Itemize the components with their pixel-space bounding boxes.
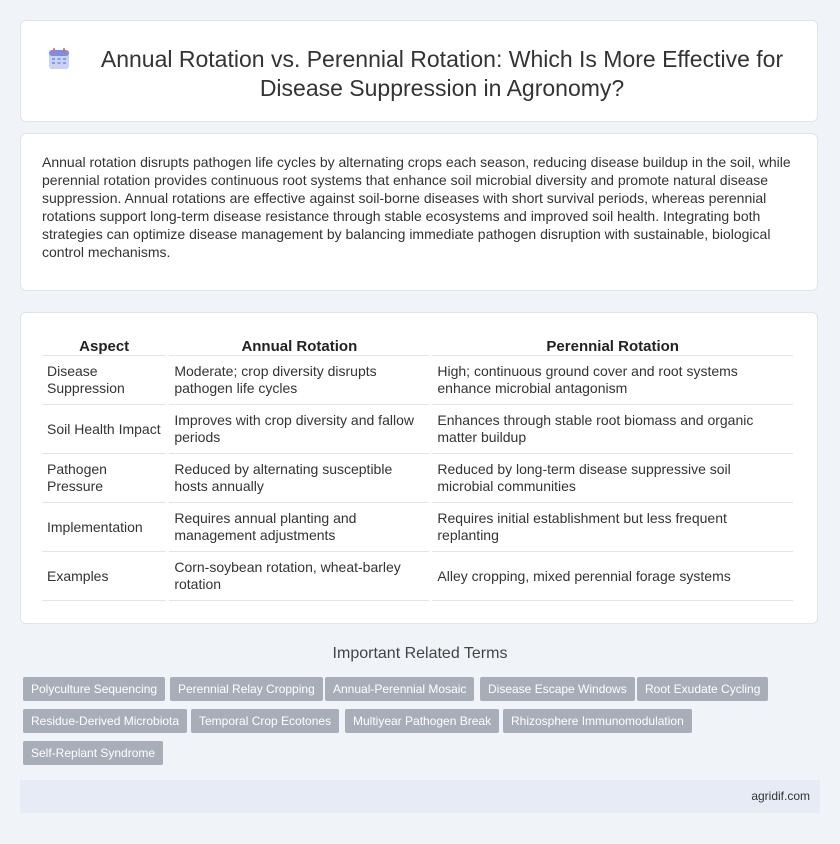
table-cell: Improves with crop diversity and fallow periods: [169, 405, 429, 454]
footer-site[interactable]: agridif.com: [751, 789, 810, 803]
related-term-tag[interactable]: Self-Replant Syndrome: [23, 741, 163, 765]
table-cell: Alley cropping, mixed perennial forage systems: [432, 552, 793, 601]
title-card: [20, 20, 818, 122]
related-term-tag[interactable]: Disease Escape Windows: [480, 677, 635, 701]
table-row: [42, 405, 793, 454]
table-cell: Disease Suppression: [42, 356, 166, 405]
table-cell: Requires initial establishment but less frequent replanting: [432, 503, 793, 552]
table-row: [42, 356, 793, 405]
related-term-tag[interactable]: Perennial Relay Cropping: [170, 677, 323, 701]
related-term-tag[interactable]: Root Exudate Cycling: [637, 677, 768, 701]
table-cell: Corn-soybean rotation, wheat-barley rotation: [169, 552, 429, 601]
table-cell: Implementation: [42, 503, 166, 552]
table-cell: Pathogen Pressure: [42, 454, 166, 503]
intro-card: [20, 133, 818, 291]
related-term-tag[interactable]: Temporal Crop Ecotones: [191, 709, 339, 733]
related-term-tag[interactable]: Multiyear Pathogen Break: [345, 709, 499, 733]
table-header-row: [42, 335, 793, 356]
related-term-tag[interactable]: Polyculture Sequencing: [23, 677, 165, 701]
table-cell: Moderate; crop diversity disrupts pathogen life cycles: [169, 356, 429, 405]
related-term-tag[interactable]: Annual-Perennial Mosaic: [325, 677, 474, 701]
table-cell: High; continuous ground cover and root systems enhance microbial antagonism: [432, 356, 793, 405]
table-cell: Requires annual planting and management adjustments: [169, 503, 429, 552]
column-header: Perennial Rotation: [432, 335, 793, 356]
table-row: [42, 454, 793, 503]
table-row: [42, 552, 793, 601]
intro-paragraph: Annual rotation disrupts pathogen life cycles by alternating crops each season, reducing disease buildup in the soil, while perennial rotation provides continuous root systems that enhance soil microbial diversity and promote natural disease suppression. Annual rotations are effective against soil-borne diseases with short survival periods, whereas perennial rotations support long-term disease resistance through stable ecosystems and improved soil health. Integrating both strategies can optimize disease management by balancing immediate pathogen disruption with sustainable, biological control mechanisms.: [42, 154, 791, 260]
table-cell: Examples: [42, 552, 166, 601]
footer: [20, 780, 820, 813]
table-cell: Soil Health Impact: [42, 405, 166, 454]
table-row: [42, 503, 793, 552]
comparison-table: [39, 335, 796, 601]
page-title: Annual Rotation vs. Perennial Rotation: Which Is More Effective for Disease Suppression in Agronomy?: [100, 46, 784, 101]
column-header: Annual Rotation: [169, 335, 429, 356]
calendar-icon: [47, 47, 71, 71]
table-cell: Reduced by alternating susceptible hosts annually: [169, 454, 429, 503]
comparison-table-card: [20, 312, 818, 624]
table-cell: Enhances through stable root biomass and organic matter buildup: [432, 405, 793, 454]
column-header: Aspect: [42, 335, 166, 356]
related-term-tag[interactable]: Rhizosphere Immunomodulation: [503, 709, 692, 733]
table-cell: Reduced by long-term disease suppressive soil microbial communities: [432, 454, 793, 503]
related-term-tag[interactable]: Residue-Derived Microbiota: [23, 709, 187, 733]
related-terms-heading: Important Related Terms: [332, 645, 508, 662]
